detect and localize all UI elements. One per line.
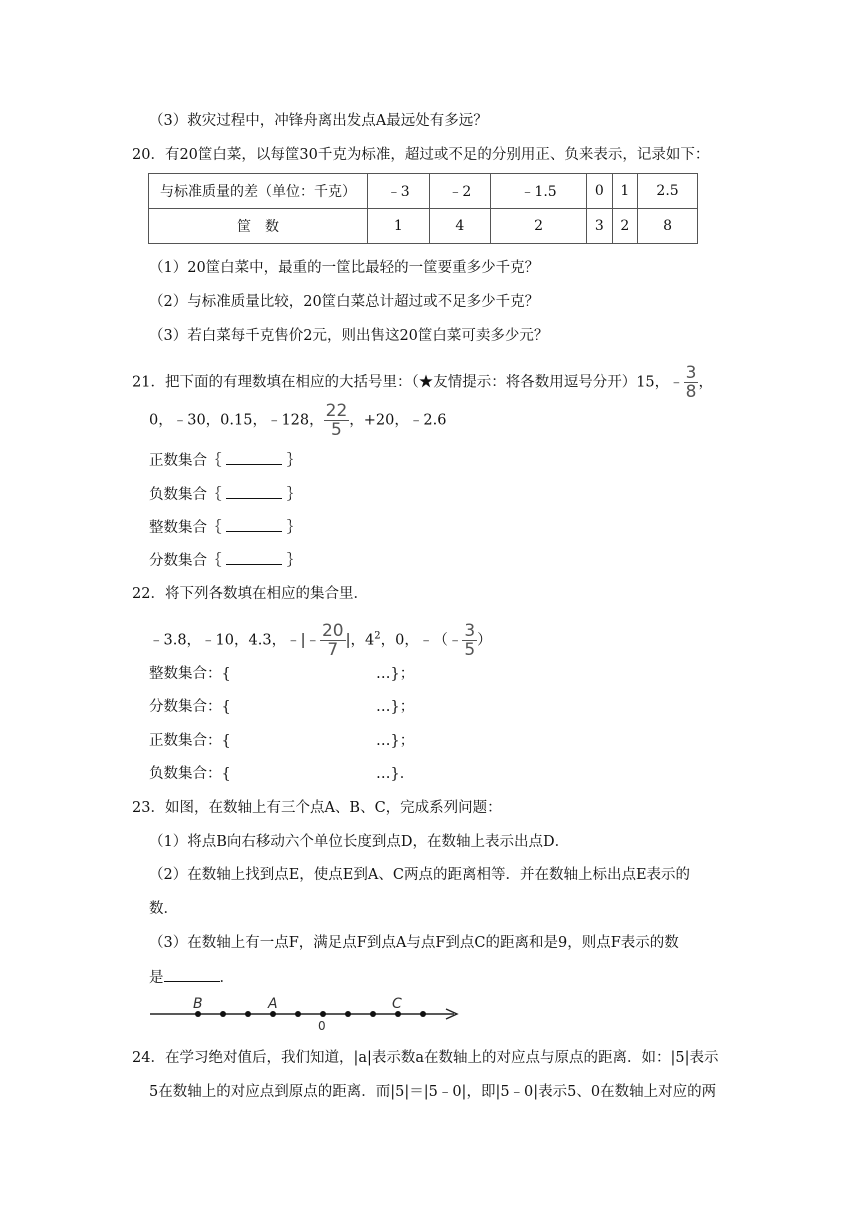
set-label: 分数集合：{ <box>149 699 231 715</box>
set-label: 正数集合｛ <box>149 453 222 469</box>
q24-line1: 24．在学习绝对值后，我们知道，|a|表示数a在数轴上的对应点与原点的距离．如：|5|表示 <box>132 1050 719 1066</box>
answer-blank[interactable] <box>226 450 282 465</box>
q21-fraction-2 <box>324 402 350 439</box>
denominator: 7 <box>327 640 339 660</box>
denominator: 8 <box>685 382 697 402</box>
q22-set-integer <box>149 664 231 684</box>
table-cell: 1 <box>368 209 430 244</box>
table-header-cell: 与标准质量的差（单位：千克） <box>149 174 368 209</box>
q21-set-integer <box>149 517 301 538</box>
table-cell: 8 <box>638 209 698 244</box>
q23-part1: （1）将点B向右移动六个单位长度到点D，在数轴上表示出点D． <box>149 834 570 850</box>
table-cell: ﹣1.5 <box>491 174 587 209</box>
number-line-figure <box>146 994 464 1034</box>
q21-numbers-a: 0，﹣30，0.15，﹣128， <box>149 412 324 429</box>
table-cell: 0 <box>587 174 613 209</box>
table-cell: 2 <box>491 209 587 244</box>
table-cell: 3 <box>587 209 613 244</box>
denominator: 5 <box>331 420 342 440</box>
q22-numbers-c: ，0，﹣（﹣ <box>380 632 463 649</box>
table-cell: ﹣2 <box>429 174 491 209</box>
q21-set-positive <box>149 450 301 471</box>
table-row <box>149 174 698 209</box>
point-label-C: C <box>392 996 402 1012</box>
number-line-dot <box>345 1011 351 1017</box>
q21-fraction-1 <box>684 364 699 401</box>
set-label: 整数集合：{ <box>149 666 231 682</box>
q20-part3: （3）若白菜每千克售价2元，则出售这20筐白菜可卖多少元？ <box>149 328 549 344</box>
table-cell: 2 <box>612 209 638 244</box>
q23-part2-line1: （2）在数轴上找到点E，使点E到A、C两点的距离相等．并在数轴上标出点E表示的 <box>149 867 691 883</box>
q21-numbers-b: ，+20，﹣2.6 <box>349 412 447 429</box>
q22-numbers-b: |，4 <box>345 632 375 649</box>
number-line-dot <box>220 1011 226 1017</box>
set-close: ｝ <box>286 453 302 469</box>
point-label-A: A <box>268 996 278 1012</box>
q22-fraction-2 <box>462 622 477 659</box>
numerator: 3 <box>464 621 476 641</box>
table-cell: 1 <box>612 174 638 209</box>
table-row <box>149 209 698 244</box>
q22-set-negative <box>149 764 231 784</box>
q23-part3-line2 <box>149 967 234 988</box>
number-line-dot <box>370 1011 376 1017</box>
set-label: 负数集合：{ <box>149 766 231 782</box>
q21-stem-text: 21．把下面的有理数填在相应的大括号里：（★友情提示：将各数用逗号分开）15， <box>132 374 670 391</box>
q22-set-fraction-end: …}； <box>376 699 415 715</box>
table-header-cell: 筐 数 <box>149 209 368 244</box>
q22-numbers-d: ） <box>477 632 492 649</box>
q20-part1: （1）20筐白菜中，最重的一筐比最轻的一筐要重多少千克？ <box>149 260 540 276</box>
numerator: 22 <box>325 401 348 421</box>
set-label: 分数集合｛ <box>149 553 222 569</box>
origin-label: 0 <box>318 1019 326 1033</box>
numerator: 20 <box>321 621 344 641</box>
q21-set-fraction <box>149 550 301 571</box>
q21-set-negative <box>149 484 301 505</box>
q24-line2: 5在数轴上的对应点到原点的距离．而|5|＝|5﹣0|，即|5﹣0|表示5、0在数轴上对应的两 <box>149 1084 717 1100</box>
q20-table <box>148 173 698 244</box>
answer-blank[interactable] <box>164 967 220 982</box>
q22-numbers-a: ﹣3.8，﹣10，4.3，﹣|﹣ <box>149 632 320 649</box>
table-cell: 2.5 <box>638 174 698 209</box>
number-line-dot <box>320 1011 326 1017</box>
set-close: ｝ <box>286 553 302 569</box>
table-cell: ﹣3 <box>368 174 430 209</box>
q22-fraction-1 <box>320 622 346 659</box>
set-label: 整数集合｛ <box>149 520 222 536</box>
answer-blank[interactable] <box>226 550 282 565</box>
q22-set-negative-end: …}． <box>376 766 415 782</box>
q21-numbers-line <box>149 402 446 439</box>
q22-numbers-line <box>149 622 492 659</box>
number-line-dot <box>420 1011 426 1017</box>
q21-frac1-sign: ﹣ <box>669 374 684 391</box>
number-line-dot <box>295 1011 301 1017</box>
set-close: ｝ <box>286 520 302 536</box>
q23-stem: 23．如图，在数轴上有三个点A、B、C，完成系列问题： <box>132 800 502 816</box>
q23-part3-line1: （3）在数轴上有一点F，满足点F到点A与点F到点C的距离和是9，则点F表示的数 <box>149 935 679 951</box>
q20-stem: 20．有20筐白菜，以每筐30千克为标准，超过或不足的分别用正、负来表示，记录如下： <box>132 147 710 163</box>
number-line-dot <box>245 1011 251 1017</box>
denominator: 5 <box>464 640 476 660</box>
text: 是 <box>149 970 164 986</box>
q20-part2: （2）与标准质量比较，20筐白菜总计超过或不足多少千克？ <box>149 294 540 310</box>
q19-part3: （3）救灾过程中，冲锋舟离出发点A最远处有多远？ <box>149 113 488 129</box>
q22-exponent: 2 <box>374 630 381 642</box>
set-label: 负数集合｛ <box>149 487 222 503</box>
text: ． <box>219 970 234 986</box>
answer-blank[interactable] <box>226 517 282 532</box>
q22-stem: 22．将下列各数填在相应的集合里． <box>132 586 368 602</box>
point-label-B: B <box>193 996 203 1012</box>
answer-blank[interactable] <box>226 484 282 499</box>
q21-stem: 21．把下面的有理数填在相应的大括号里：（★友情提示：将各数用逗号分开）15，﹣ $\frac{3}{8}$ ， <box>132 363 713 402</box>
q22-set-fraction <box>149 697 231 717</box>
set-close: ｝ <box>286 487 302 503</box>
q22-set-positive <box>149 731 231 751</box>
q22-set-positive-end: …}； <box>376 733 415 749</box>
numerator: 3 <box>685 363 697 383</box>
q23-part2-line2: 数． <box>149 901 178 917</box>
set-label: 正数集合：{ <box>149 733 231 749</box>
table-cell: 4 <box>429 209 491 244</box>
q22-set-integer-end: …}； <box>376 666 415 682</box>
